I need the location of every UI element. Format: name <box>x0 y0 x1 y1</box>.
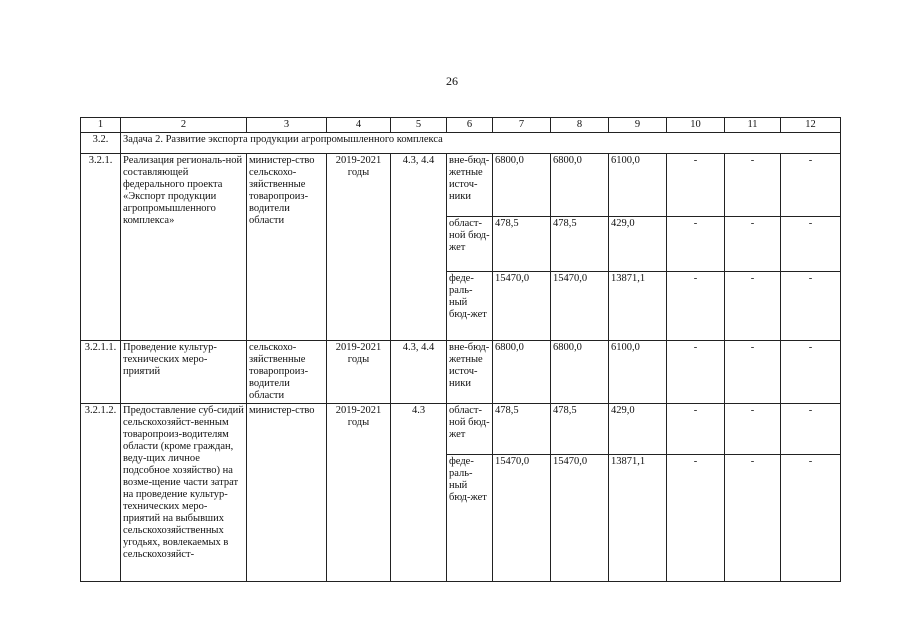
funding-source: феде-раль-ный бюд-жет <box>447 455 493 582</box>
value-cell: - <box>781 341 841 404</box>
col-number: 9 <box>609 118 667 133</box>
budget-table <box>80 117 841 582</box>
funding-source: област-ной бюд-жет <box>447 404 493 455</box>
value-cell: 13871,1 <box>609 272 667 341</box>
value-cell: 478,5 <box>493 404 551 455</box>
table-row <box>81 404 841 455</box>
value-cell: 15470,0 <box>551 455 609 582</box>
value-cell: 429,0 <box>609 404 667 455</box>
value-cell: 15470,0 <box>493 272 551 341</box>
value-cell: 6100,0 <box>609 154 667 217</box>
value-cell: 13871,1 <box>609 455 667 582</box>
value-cell: - <box>725 154 781 217</box>
value-cell: - <box>781 272 841 341</box>
funding-source: област-ной бюд-жет <box>447 217 493 272</box>
value-cell: 429,0 <box>609 217 667 272</box>
col-number: 4 <box>327 118 391 133</box>
item-name: Проведение культур-технических меро-приятий <box>121 341 247 404</box>
table-row <box>81 154 841 217</box>
value-cell: - <box>667 341 725 404</box>
col-number: 10 <box>667 118 725 133</box>
item-code: 3.2.1.2. <box>81 404 121 582</box>
task-row <box>81 133 841 154</box>
funding-source: вне-бюд-жетные источ-ники <box>447 154 493 217</box>
value-cell: 6800,0 <box>493 341 551 404</box>
col-number: 8 <box>551 118 609 133</box>
col-number: 12 <box>781 118 841 133</box>
item-name: Реализация региональ-ной составляющей федерального проекта «Экспорт продукции агропромышленного комплекса» <box>121 154 247 341</box>
value-cell: 15470,0 <box>551 272 609 341</box>
funding-source: вне-бюд-жетные источ-ники <box>447 341 493 404</box>
value-cell: 15470,0 <box>493 455 551 582</box>
item-executor: министер-ство сельскохо-зяйственные товаропроиз-водители области <box>247 154 327 341</box>
value-cell: - <box>725 404 781 455</box>
item-indicator: 4.3 <box>391 404 447 582</box>
table-row <box>81 341 841 404</box>
column-number-row <box>81 118 841 133</box>
value-cell: - <box>781 154 841 217</box>
value-cell: - <box>725 341 781 404</box>
item-name: Предоставление суб-сидий сельскохозяйст-венным товаропроиз-водителям области (кроме граждан, веду-щих личное подсобное хозяйство) на возме-щение части затрат на проведение культур-технических меро-приятий на выбывших сельскохозяйственных угодьях, вовлекаемых в сельскохозяйст- <box>121 404 247 582</box>
item-indicator: 4.3, 4.4 <box>391 154 447 341</box>
value-cell: 478,5 <box>551 404 609 455</box>
col-number: 3 <box>247 118 327 133</box>
col-number: 6 <box>447 118 493 133</box>
value-cell: 478,5 <box>493 217 551 272</box>
task-title: Задача 2. Развитие экспорта продукции агропромышленного комплекса <box>121 133 841 154</box>
item-period: 2019-2021 годы <box>327 404 391 582</box>
value-cell: - <box>667 154 725 217</box>
col-number: 7 <box>493 118 551 133</box>
item-code: 3.2.1. <box>81 154 121 341</box>
page-number: 26 <box>446 74 458 88</box>
item-executor: сельскохо-зяйственные товаропроиз-водители области <box>247 341 327 404</box>
value-cell: - <box>667 404 725 455</box>
col-number: 5 <box>391 118 447 133</box>
value-cell: 6800,0 <box>493 154 551 217</box>
value-cell: - <box>667 455 725 582</box>
funding-source: феде-раль-ный бюд-жет <box>447 272 493 341</box>
col-number: 2 <box>121 118 247 133</box>
value-cell: - <box>725 217 781 272</box>
value-cell: 478,5 <box>551 217 609 272</box>
task-code: 3.2. <box>81 133 121 154</box>
value-cell: - <box>725 455 781 582</box>
value-cell: - <box>725 272 781 341</box>
item-period: 2019-2021 годы <box>327 341 391 404</box>
col-number: 1 <box>81 118 121 133</box>
value-cell: - <box>781 404 841 455</box>
item-executor: министер-ство <box>247 404 327 582</box>
item-code: 3.2.1.1. <box>81 341 121 404</box>
value-cell: - <box>781 217 841 272</box>
value-cell: 6800,0 <box>551 341 609 404</box>
col-number: 11 <box>725 118 781 133</box>
value-cell: - <box>667 272 725 341</box>
item-period: 2019-2021 годы <box>327 154 391 341</box>
value-cell: - <box>781 455 841 582</box>
item-indicator: 4.3, 4.4 <box>391 341 447 404</box>
value-cell: 6100,0 <box>609 341 667 404</box>
value-cell: 6800,0 <box>551 154 609 217</box>
value-cell: - <box>667 217 725 272</box>
